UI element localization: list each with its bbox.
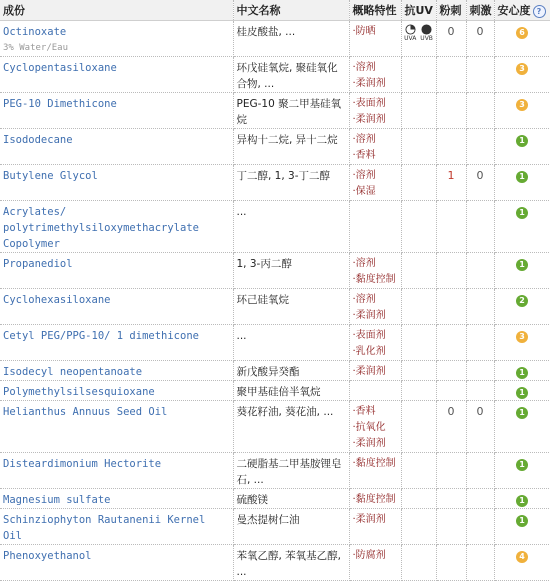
irritation-cell: [466, 509, 494, 545]
ingredient-link[interactable]: Polymethylsilsesquioxane: [3, 386, 155, 398]
irritation-cell: [466, 57, 494, 93]
safety-badge[interactable]: 1: [516, 207, 528, 219]
property-tag[interactable]: ·黏度控制: [352, 494, 396, 505]
chinese-name-cell: 丁二醇, 1, 3-丁二醇: [233, 165, 349, 201]
safety-badge[interactable]: 1: [516, 387, 528, 399]
chinese-name-cell: 葵花籽油, 葵花油, ...: [233, 401, 349, 453]
safety-cell: [494, 289, 550, 325]
table-row: [0, 325, 550, 361]
safety-cell: [494, 93, 550, 129]
anti-uv-cell: [401, 253, 436, 289]
acne-cell: [436, 289, 466, 325]
chinese-name-cell: 环己硅氧烷: [233, 289, 349, 325]
table-row: [0, 545, 550, 581]
table-row: [0, 381, 550, 401]
ingredient-link[interactable]: Acrylates/ polytrimethylsiloxymethacrylate Copolymer: [3, 206, 199, 250]
safety-badge[interactable]: 3: [516, 63, 528, 75]
ingredient-name-cell: [0, 129, 233, 165]
properties-cell: [349, 401, 401, 453]
safety-badge[interactable]: 1: [516, 259, 528, 271]
table-row: [0, 253, 550, 289]
table-row: [0, 57, 550, 93]
table-row: [0, 129, 550, 165]
property-tag[interactable]: ·防晒: [352, 26, 376, 37]
anti-uv-cell: [401, 401, 436, 453]
help-icon[interactable]: ?: [533, 5, 546, 18]
property-tag[interactable]: ·柔润剂: [352, 514, 386, 525]
ingredient-name-cell: [0, 509, 233, 545]
chinese-name-cell: 曼杰提树仁油: [233, 509, 349, 545]
properties-cell: [349, 129, 401, 165]
anti-uv-cell: [401, 201, 436, 253]
safety-badge[interactable]: 1: [516, 135, 528, 147]
irritation-cell: [466, 129, 494, 165]
ingredient-name-cell: [0, 361, 233, 381]
property-tag[interactable]: ·溶剂: [352, 134, 376, 145]
ingredient-name-cell: [0, 545, 233, 581]
ingredient-link[interactable]: Octinoxate: [3, 26, 67, 38]
ingredient-name-cell: [0, 57, 233, 93]
property-tag[interactable]: ·抗氧化: [352, 422, 386, 433]
header-acne[interactable]: 粉刺: [436, 0, 466, 21]
safety-badge[interactable]: 1: [516, 515, 528, 527]
irritation-cell: 0: [466, 401, 494, 453]
property-tag[interactable]: ·香料: [352, 406, 376, 417]
ingredient-link[interactable]: Isodecyl neopentanoate: [3, 366, 143, 378]
chinese-name-cell: 苯氧乙醇, 苯氧基乙醇, ...: [233, 545, 349, 581]
property-tag[interactable]: ·柔润剂: [352, 366, 386, 377]
properties-cell: [349, 361, 401, 381]
anti-uv-cell: [401, 165, 436, 201]
properties-cell: [349, 253, 401, 289]
anti-uv-cell: [401, 361, 436, 381]
irritation-cell: [466, 253, 494, 289]
chinese-name-cell: 硫酸镁: [233, 489, 349, 509]
ingredient-name-cell: [0, 165, 233, 201]
safety-badge[interactable]: 3: [516, 99, 528, 111]
safety-badge[interactable]: 3: [516, 331, 528, 343]
header-ingredient[interactable]: 成份: [0, 0, 233, 21]
anti-uv-cell: [401, 453, 436, 489]
uva-icon: [404, 24, 416, 42]
ingredient-name-cell: [0, 21, 233, 57]
safety-badge[interactable]: 1: [516, 171, 528, 183]
property-tag[interactable]: ·香料: [352, 150, 376, 161]
property-tag[interactable]: ·柔润剂: [352, 438, 386, 449]
property-tag[interactable]: ·溶剂: [352, 170, 376, 181]
anti-uv-cell: [401, 289, 436, 325]
properties-cell: [349, 381, 401, 401]
ingredient-concentration: 3% Water/Eau: [3, 43, 69, 53]
safety-cell: [494, 361, 550, 381]
chinese-name-cell: 聚甲基硅倍半氧烷: [233, 381, 349, 401]
ingredient-link[interactable]: Cyclohexasiloxane: [3, 294, 111, 306]
property-tag[interactable]: ·表面剂: [352, 330, 386, 341]
property-tag[interactable]: ·防腐剂: [352, 550, 386, 561]
anti-uv-cell: [401, 93, 436, 129]
safety-badge[interactable]: 4: [516, 551, 528, 563]
safety-cell: [494, 129, 550, 165]
anti-uv-cell: [401, 545, 436, 581]
ingredient-name-cell: [0, 93, 233, 129]
ingredient-link[interactable]: Schinziophyton Rautanenii Kernel Oil: [3, 514, 206, 542]
ingredient-name-cell: [0, 401, 233, 453]
property-tag[interactable]: ·溶剂: [352, 258, 376, 269]
irritation-cell: [466, 361, 494, 381]
safety-cell: [494, 509, 550, 545]
acne-cell: [436, 201, 466, 253]
chinese-name-cell: 异构十二烷, 异十二烷: [233, 129, 349, 165]
chinese-name-cell: ...: [233, 201, 349, 253]
chinese-name-cell: ...: [233, 325, 349, 361]
safety-badge[interactable]: 6: [516, 27, 528, 39]
acne-cell: 1: [436, 165, 466, 201]
chinese-name-cell: 1, 3-丙二醇: [233, 253, 349, 289]
anti-uv-cell: [401, 325, 436, 361]
acne-cell: [436, 325, 466, 361]
ingredient-name-cell: [0, 253, 233, 289]
ingredient-link[interactable]: Isododecane: [3, 134, 73, 146]
ingredient-name-cell: [0, 489, 233, 509]
table-row: [0, 21, 550, 57]
header-irritation[interactable]: 刺激: [466, 0, 494, 21]
irritation-cell: 0: [466, 21, 494, 57]
table-row: [0, 165, 550, 201]
acne-cell: [436, 361, 466, 381]
ingredient-link[interactable]: Phenoxyethanol: [3, 550, 92, 562]
property-tag[interactable]: ·保湿: [352, 186, 376, 197]
ingredient-name-cell: [0, 201, 233, 253]
irritation-cell: [466, 325, 494, 361]
ingredient-link[interactable]: Butylene Glycol: [3, 170, 98, 182]
chinese-name-cell: PEG-10 聚二甲基硅氧烷: [233, 93, 349, 129]
table-row: [0, 489, 550, 509]
table-row: [0, 289, 550, 325]
safety-badge[interactable]: 1: [516, 459, 528, 471]
safety-badge[interactable]: 1: [516, 495, 528, 507]
safety-cell: [494, 381, 550, 401]
property-tag[interactable]: ·溶剂: [352, 294, 376, 305]
properties-cell: [349, 201, 401, 253]
irritation-cell: [466, 545, 494, 581]
chinese-name-cell: 二硬脂基二甲基胺锂皂石, ...: [233, 453, 349, 489]
anti-uv-cell: [401, 509, 436, 545]
safety-cell: [494, 201, 550, 253]
acne-cell: [436, 129, 466, 165]
properties-cell: [349, 489, 401, 509]
properties-cell: [349, 165, 401, 201]
irritation-cell: [466, 93, 494, 129]
anti-uv-cell: [401, 129, 436, 165]
acne-cell: [436, 93, 466, 129]
safety-cell: [494, 253, 550, 289]
header-row: [0, 0, 550, 21]
chinese-name-cell: 桂皮酸盐, ...: [233, 21, 349, 57]
properties-cell: [349, 325, 401, 361]
ingredient-link[interactable]: Cyclopentasiloxane: [3, 62, 117, 74]
ingredient-name-cell: [0, 325, 233, 361]
anti-uv-cell: [401, 381, 436, 401]
safety-cell: [494, 401, 550, 453]
acne-cell: [436, 545, 466, 581]
property-tag[interactable]: ·柔润剂: [352, 114, 386, 125]
table-row: [0, 93, 550, 129]
ingredient-link[interactable]: PEG-10 Dimethicone: [3, 98, 117, 110]
ingredient-link[interactable]: Cetyl PEG/PPG-10/ 1 dimethicone: [3, 330, 199, 342]
properties-cell: [349, 93, 401, 129]
anti-uv-cell: [401, 57, 436, 93]
acne-cell: 0: [436, 401, 466, 453]
properties-cell: [349, 21, 401, 57]
property-tag[interactable]: ·黏度控制: [352, 274, 396, 285]
safety-badge[interactable]: 1: [516, 367, 528, 379]
safety-cell: [494, 165, 550, 201]
safety-badge[interactable]: 1: [516, 407, 528, 419]
header-properties[interactable]: 概略特性: [349, 0, 401, 21]
irritation-cell: [466, 489, 494, 509]
ingredient-name-cell: [0, 289, 233, 325]
properties-cell: [349, 453, 401, 489]
ingredient-link[interactable]: Helianthus Annuus Seed Oil: [3, 406, 168, 418]
chinese-name-cell: 新戊酸异癸酯: [233, 361, 349, 381]
table-row: [0, 509, 550, 545]
uva-label: UVA: [404, 35, 417, 42]
properties-cell: [349, 289, 401, 325]
safety-cell: [494, 57, 550, 93]
acne-cell: [436, 453, 466, 489]
acne-cell: [436, 489, 466, 509]
property-tag[interactable]: ·乳化剂: [352, 346, 386, 357]
acne-cell: [436, 253, 466, 289]
anti-uv-cell: [401, 489, 436, 509]
properties-cell: [349, 57, 401, 93]
safety-cell: [494, 453, 550, 489]
anti-uv-cell: [401, 21, 436, 57]
header-safety-label: 安心度: [497, 4, 531, 17]
irritation-cell: [466, 453, 494, 489]
irritation-cell: [466, 289, 494, 325]
table-row: [0, 201, 550, 253]
header-safety[interactable]: [494, 0, 550, 21]
table-row: [0, 453, 550, 489]
safety-cell: [494, 489, 550, 509]
uvb-label: UVB: [420, 35, 433, 42]
acne-cell: 0: [436, 21, 466, 57]
ingredient-link[interactable]: Propanediol: [3, 258, 73, 270]
property-tag[interactable]: ·柔润剂: [352, 78, 386, 89]
table-row: [0, 361, 550, 381]
irritation-cell: 0: [466, 165, 494, 201]
ingredient-link[interactable]: Magnesium sulfate: [3, 494, 111, 506]
table-row: [0, 401, 550, 453]
uvb-icon: [420, 24, 433, 42]
property-tag[interactable]: ·表面剂: [352, 98, 386, 109]
acne-cell: [436, 509, 466, 545]
properties-cell: [349, 509, 401, 545]
irritation-cell: [466, 201, 494, 253]
acne-cell: [436, 381, 466, 401]
ingredient-name-cell: [0, 381, 233, 401]
ingredient-link[interactable]: Disteardimonium Hectorite: [3, 458, 162, 470]
safety-cell: [494, 325, 550, 361]
safety-cell: [494, 21, 550, 57]
safety-badge[interactable]: 2: [516, 295, 528, 307]
property-tag[interactable]: ·黏度控制: [352, 458, 396, 469]
safety-cell: [494, 545, 550, 581]
ingredient-name-cell: [0, 453, 233, 489]
properties-cell: [349, 545, 401, 581]
header-anti-uv[interactable]: 抗UV: [401, 0, 436, 21]
acne-cell: [436, 57, 466, 93]
property-tag[interactable]: ·溶剂: [352, 62, 376, 73]
irritation-cell: [466, 381, 494, 401]
property-tag[interactable]: ·柔润剂: [352, 310, 386, 321]
chinese-name-cell: 环戊硅氧烷, 聚硅氧化合物, ...: [233, 57, 349, 93]
header-chinese-name[interactable]: 中文名称: [233, 0, 349, 21]
